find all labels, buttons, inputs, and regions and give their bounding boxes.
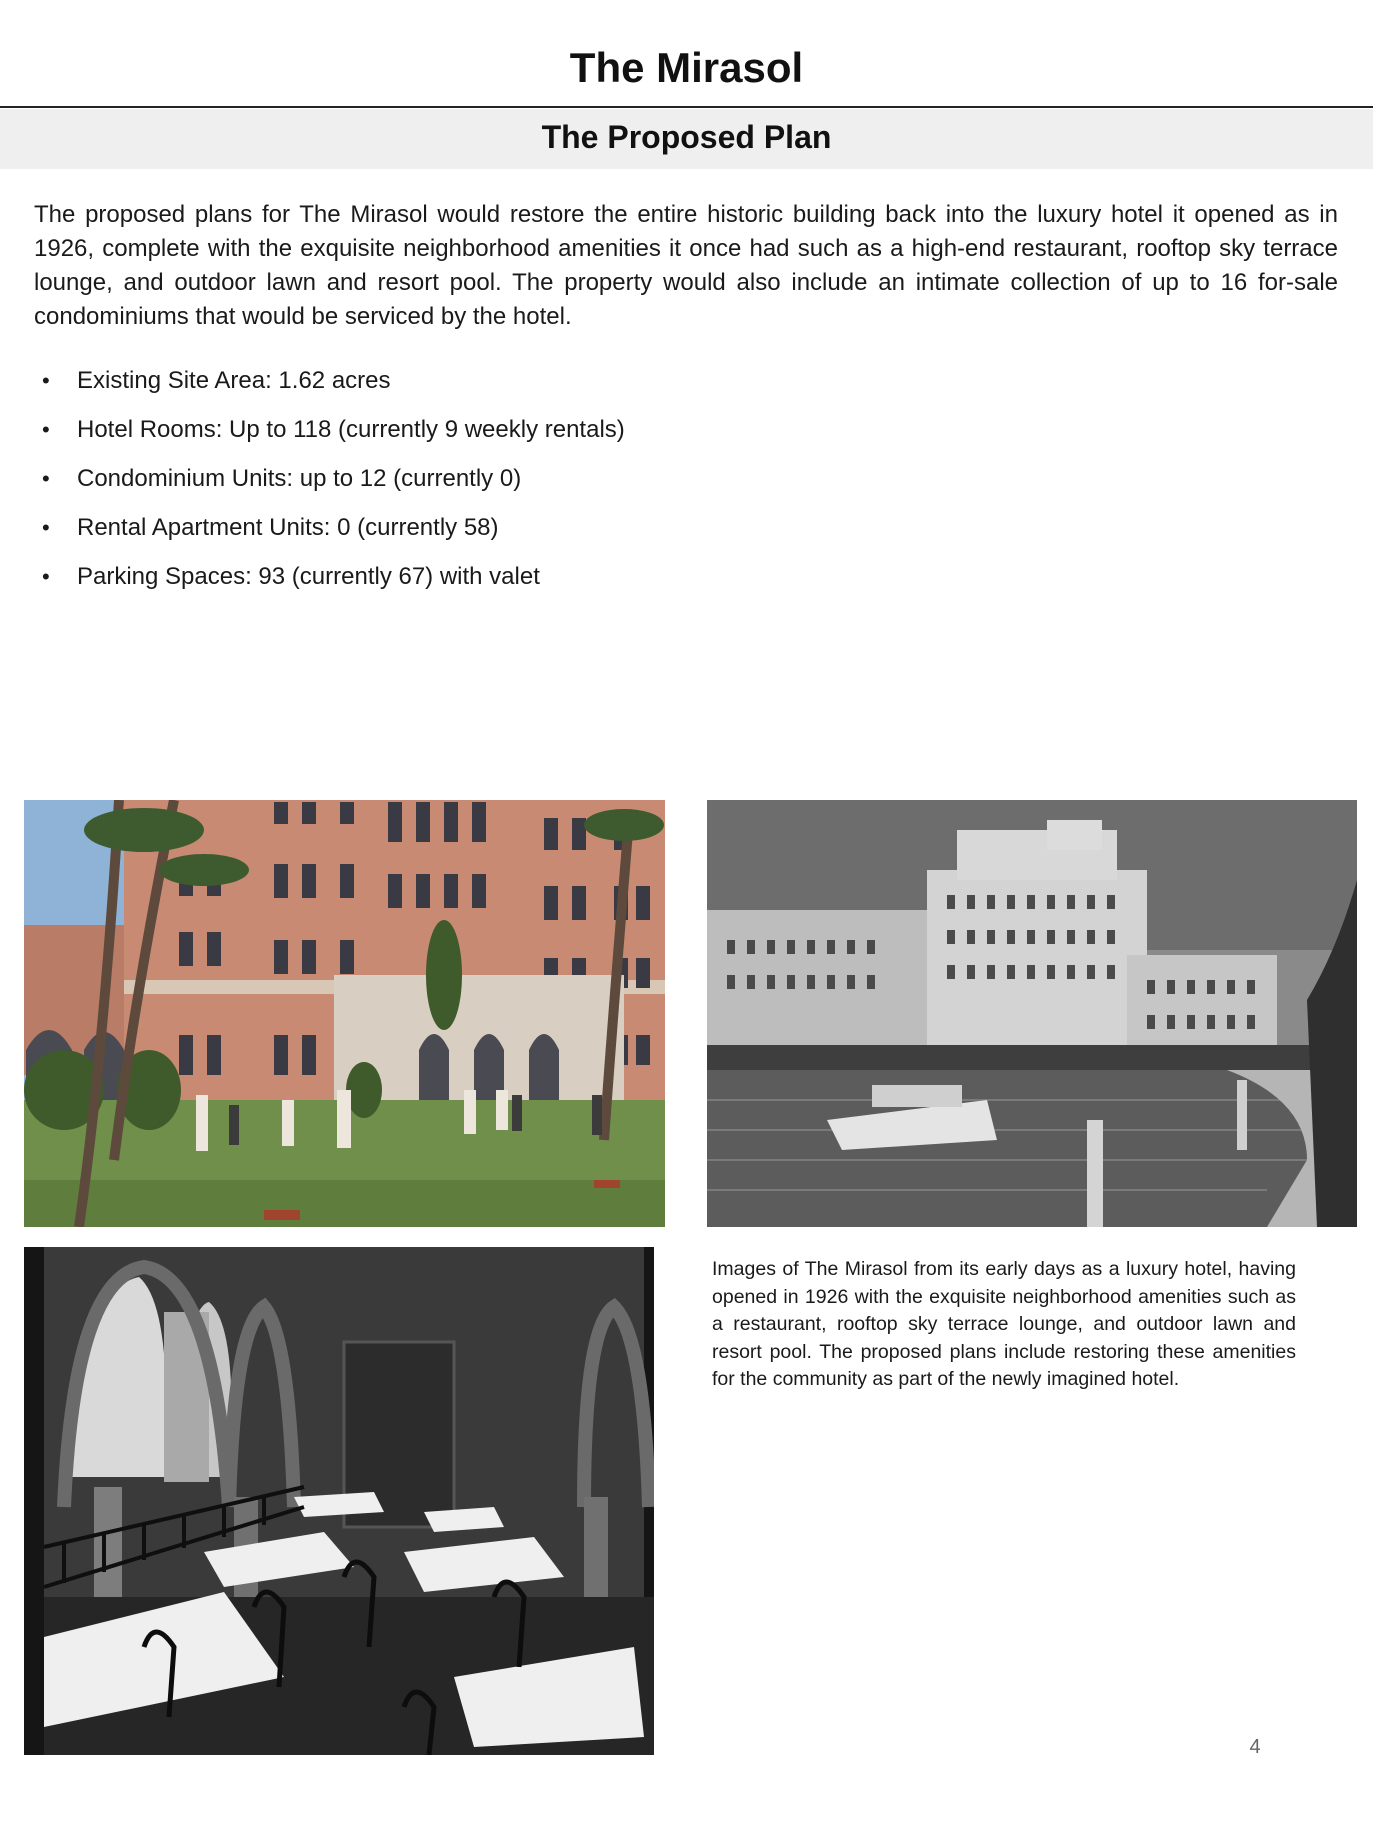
document-title: The Mirasol <box>569 44 804 91</box>
intro-paragraph: The proposed plans for The Mirasol would restore the entire historic building back into the luxury hotel it opened as in 1926, complete with the exquisite neighborhood amenities it once had such as a high-end restaurant, rooftop sky terrace lounge, and outdoor lawn and resort pool. The property would also include an intimate collection of up to 16 for-sale condominiums that would be serviced by the hotel. <box>34 201 1338 330</box>
fact-rental-units <box>34 511 934 560</box>
hotel-dining-room-photo <box>24 1247 665 1755</box>
fact-site-area <box>34 364 934 413</box>
bullet-icon: • <box>42 368 50 393</box>
fact-text: Condominium Units: up to 12 (currently 0) <box>77 465 522 492</box>
fact-hotel-rooms <box>34 413 934 462</box>
fact-condominium-units <box>34 462 934 511</box>
bullet-icon: • <box>42 564 50 589</box>
hotel-waterfront-photo <box>707 800 1357 1227</box>
facts-list <box>34 364 934 609</box>
bullet-icon: • <box>42 417 50 442</box>
fact-text: Rental Apartment Units: 0 (currently 58) <box>77 514 499 541</box>
fact-text: Parking Spaces: 93 (currently 67) with valet <box>77 563 540 590</box>
fact-parking-spaces <box>34 560 934 609</box>
bullet-icon: • <box>42 515 50 540</box>
page-number: 4 <box>1249 1736 1261 1758</box>
fact-text: Existing Site Area: 1.62 acres <box>77 367 391 394</box>
title-divider <box>0 106 1373 108</box>
hotel-lawn-photo <box>24 800 665 1227</box>
section-title: The Proposed Plan <box>541 119 832 155</box>
section-header-band <box>0 109 1373 169</box>
bullet-icon: • <box>42 466 50 491</box>
photo-caption: Images of The Mirasol from its early days as a luxury hotel, having opened in 1926 with the exquisite neighborhood amenities such as a restaurant, rooftop sky terrace lounge, and outdoor lawn and resort pool. The proposed plans include restoring these amenities for the community as part of the newly imagined hotel. <box>712 1258 1296 1390</box>
fact-text: Hotel Rooms: Up to 118 (currently 9 weekly rentals) <box>77 416 625 443</box>
